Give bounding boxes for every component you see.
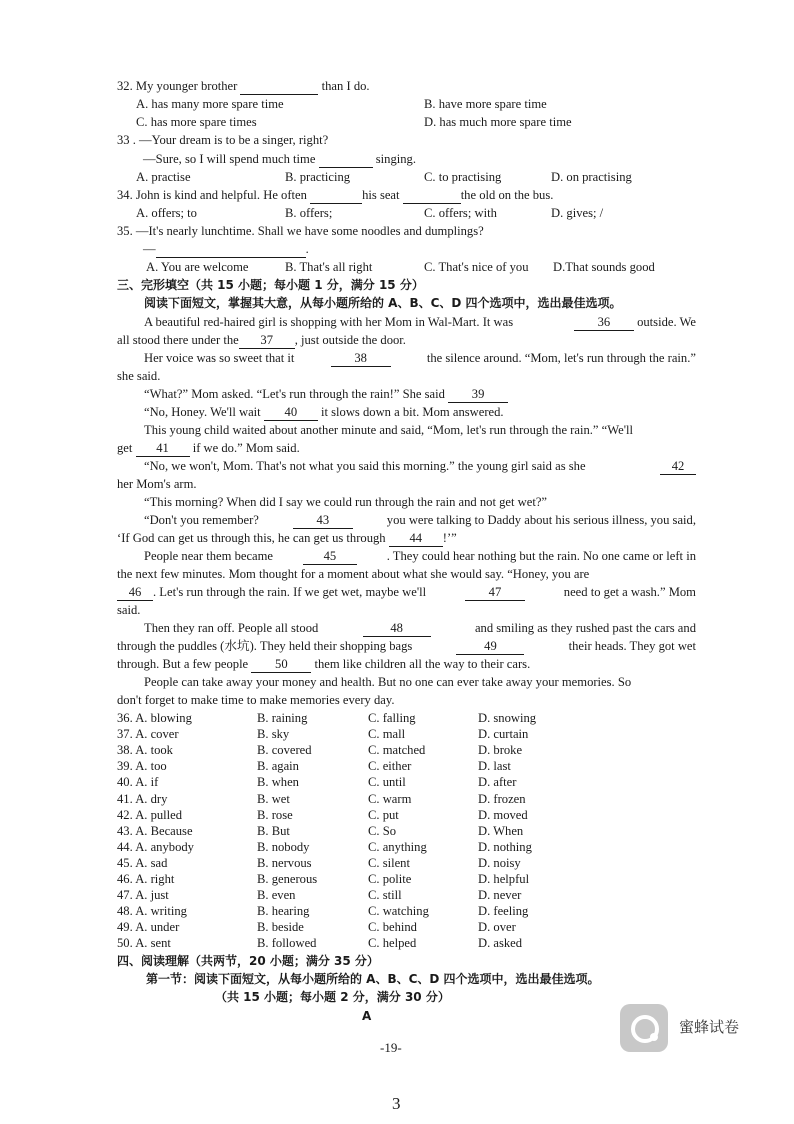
- text: “Don't you remember?: [144, 513, 259, 527]
- option-b: B. followed: [257, 936, 317, 951]
- blank-37: 37: [239, 332, 295, 349]
- option-c: C. behind: [368, 920, 417, 935]
- question-35-reply: [143, 241, 309, 258]
- passage-line: [117, 638, 696, 655]
- passage-line: This young child waited about another minute and said, “Mom, let's run through the rain.” “We'll: [144, 423, 633, 437]
- option-a: A. has many more spare time: [136, 97, 284, 111]
- section-heading-reading: 四、阅读理解（共两节，20 小题；满分 35 分）: [117, 954, 379, 968]
- option-d: D. on practising: [551, 170, 632, 184]
- option-c: C. either: [368, 759, 412, 774]
- option-a: 36. A. blowing: [117, 711, 192, 725]
- section-instruction: 阅读下面短文，掌握其大意，从每小题所给的 A、B、C、D 四个选项中，选出最佳选项。: [144, 296, 622, 310]
- blank-43: 43: [293, 512, 353, 529]
- option-a: A. practise: [136, 170, 191, 184]
- option-c: C. anything: [368, 839, 427, 854]
- option-a: 45. A. sad: [117, 855, 168, 870]
- blank-45: 45: [303, 548, 357, 565]
- text: through the puddles (水坑). They held their shopping bags: [117, 639, 413, 653]
- question-stem-end: singing.: [375, 152, 417, 166]
- passage-line: [117, 530, 457, 547]
- option-d: D. noisy: [478, 855, 521, 870]
- question-34: [117, 187, 553, 204]
- option-b: B. practicing: [285, 170, 351, 184]
- option-d: D. feeling: [478, 904, 529, 919]
- option-b: B. rose: [257, 807, 293, 822]
- text: . Let's run through the rain. If we get wet, maybe we'll: [153, 585, 427, 599]
- text: outside. We: [637, 315, 696, 329]
- option-b: B. wet: [257, 791, 290, 806]
- passage-line: People can take away your money and health. But no one can ever take away your memories. So: [144, 675, 632, 689]
- option-c: C. helped: [368, 936, 417, 951]
- option-b: B. generous: [257, 872, 318, 886]
- question-stem: 34. John is kind and helpful. He often: [117, 188, 307, 202]
- blank-36: 36: [574, 314, 634, 331]
- text: . They could hear nothing but the rain. No one came or left in: [386, 549, 696, 563]
- text: Her voice was so sweet that it: [144, 351, 295, 365]
- option-d: D.That sounds good: [553, 260, 655, 274]
- text: A beautiful red-haired girl is shopping with her Mom in Wal-Mart. It was: [144, 315, 514, 329]
- option-a: 48. A. writing: [117, 904, 187, 919]
- text: need to get a wash.” Mom: [563, 585, 696, 599]
- text: you were talking to Daddy about his serious illness, you said,: [386, 513, 696, 527]
- question-33-reply: [143, 151, 416, 168]
- text: and smiling as they rushed past the cars and: [474, 621, 696, 635]
- passage-line: [144, 386, 508, 403]
- option-b: B. hearing: [257, 904, 310, 919]
- option-a: 44. A. anybody: [117, 839, 194, 854]
- option-d: D. helpful: [478, 872, 530, 886]
- passage-letter: A: [362, 1009, 372, 1023]
- text: !’”: [442, 531, 457, 545]
- option-c: C. falling: [368, 711, 416, 725]
- text: the silence around. “Mom, let's run through the rain.”: [426, 351, 696, 365]
- text: it slows down a bit. Mom answered.: [320, 405, 504, 419]
- text: Then they ran off. People all stood: [144, 621, 319, 635]
- option-a: 50. A. sent: [117, 936, 171, 951]
- option-d: D. moved: [478, 807, 528, 822]
- option-b: B. offers;: [285, 206, 333, 220]
- option-d: D. When: [478, 823, 524, 838]
- option-d: D. never: [478, 888, 522, 903]
- option-d: D. last: [478, 759, 511, 774]
- option-d: D. asked: [478, 936, 523, 951]
- page-mark: -19-: [380, 1040, 402, 1055]
- option-c: C. warm: [368, 791, 412, 806]
- text: ‘If God can get us through this, he can get us through: [117, 531, 386, 545]
- option-a: 41. A. dry: [117, 791, 168, 806]
- option-d: D. has much more spare time: [424, 115, 572, 129]
- passage-line: [144, 314, 696, 331]
- blank-49: 49: [456, 638, 524, 655]
- blank-41: 41: [136, 440, 190, 457]
- passage-line: she said.: [117, 369, 161, 383]
- answer-blank: [319, 151, 373, 168]
- option-a: 42. A. pulled: [117, 807, 183, 822]
- option-b: B. But: [257, 823, 290, 838]
- section-heading-cloze: 三、完形填空（共 15 小题；每小题 1 分，满分 15 分）: [117, 278, 424, 292]
- brand-name: 蜜蜂试卷: [679, 1018, 740, 1036]
- text: all stood there under the: [117, 333, 239, 347]
- bee-exam-logo-icon: [620, 1004, 668, 1052]
- option-d: D. gives; /: [551, 206, 604, 220]
- page-number: 3: [392, 1094, 401, 1113]
- blank-48: 48: [363, 620, 431, 637]
- option-d: D. over: [478, 920, 516, 935]
- text: them like children all the way to their cars.: [314, 657, 531, 671]
- option-b: B. even: [257, 888, 296, 903]
- passage-line: [144, 458, 696, 475]
- option-b: B. nobody: [257, 839, 310, 854]
- passage-line: [144, 620, 696, 637]
- text: get: [117, 441, 133, 455]
- option-b: B. raining: [257, 711, 308, 725]
- option-d: D. after: [478, 775, 517, 790]
- blank-44: 44: [389, 530, 443, 547]
- question-stem: —Sure, so I will spend much time: [143, 152, 316, 166]
- option-a: 49. A. under: [117, 920, 180, 935]
- option-a: 40. A. if: [117, 775, 159, 790]
- option-a: 39. A. too: [117, 759, 167, 774]
- option-c: C. until: [368, 775, 406, 790]
- text: their heads. They got wet: [568, 639, 696, 653]
- option-d: D. broke: [478, 743, 523, 758]
- option-a: A. offers; to: [136, 206, 197, 220]
- passage-line: [144, 350, 696, 367]
- period: .: [305, 242, 309, 256]
- passage-line: “This morning? When did I say we could run through the rain and not get wet?”: [144, 495, 548, 509]
- option-c: C. mall: [368, 727, 406, 742]
- option-a: 46. A. right: [117, 872, 175, 886]
- option-c: C. has more spare times: [136, 115, 257, 129]
- option-c: C. still: [368, 888, 402, 903]
- passage-line: [117, 440, 300, 457]
- answer-blank: [156, 241, 306, 258]
- passage-line: said.: [117, 603, 141, 617]
- option-a: 47. A. just: [117, 888, 169, 903]
- option-d: D. curtain: [478, 727, 529, 742]
- option-c: C. polite: [368, 872, 412, 886]
- dash: —: [143, 242, 156, 256]
- passage-line: [117, 332, 406, 349]
- answer-blank: [310, 187, 362, 204]
- option-c: C. That's nice of you: [424, 260, 529, 274]
- passage-line: her Mom's arm.: [117, 477, 197, 491]
- text: “No, Honey. We'll wait: [144, 405, 261, 419]
- question-33: 33 . —Your dream is to be a singer, right?: [117, 133, 329, 147]
- answer-blank: [240, 78, 318, 95]
- option-b: B. That's all right: [285, 260, 373, 274]
- question-stem: 32. My younger brother: [117, 79, 238, 93]
- blank-46: 46: [117, 584, 153, 601]
- passage-line: the next few minutes. Mom thought for a moment about what she would say. “Honey, you are: [117, 567, 590, 581]
- option-b: B. again: [257, 759, 299, 774]
- section-part1-instruction: 第一节：阅读下面短文，从每小题所给的 A、B、C、D 四个选项中，选出最佳选项。: [146, 972, 600, 986]
- option-b: B. nervous: [257, 855, 312, 870]
- option-d: D. snowing: [478, 711, 537, 725]
- blank-42: 42: [660, 458, 696, 475]
- passage-line: [144, 548, 696, 565]
- logo-dot: [650, 1033, 658, 1041]
- option-b: B. covered: [257, 743, 312, 758]
- option-c: C. silent: [368, 855, 410, 870]
- option-b: B. sky: [257, 727, 290, 742]
- option-d: D. nothing: [478, 839, 532, 854]
- option-b: B. have more spare time: [424, 97, 547, 111]
- blank-50: 50: [251, 656, 311, 673]
- blank-39: 39: [448, 386, 508, 403]
- text: People near them became: [144, 549, 274, 563]
- blank-47: 47: [465, 584, 525, 601]
- option-b: B. when: [257, 775, 299, 790]
- option-a: 38. A. took: [117, 743, 173, 758]
- option-c: C. offers; with: [424, 206, 497, 220]
- passage-line: don't forget to make time to make memories every day.: [117, 693, 395, 707]
- question-stem-end: the old on the bus.: [460, 188, 554, 202]
- text: “No, we won't, Mom. That's not what you said this morning.” the young girl said as she: [144, 459, 586, 473]
- question-35: 35. —It's nearly lunchtime. Shall we have some noodles and dumplings?: [117, 224, 484, 238]
- question-32: [117, 78, 370, 95]
- option-b: B. beside: [257, 920, 304, 935]
- option-a: A. You are welcome: [146, 260, 249, 274]
- blank-40: 40: [264, 404, 318, 421]
- question-stem-mid: his seat: [362, 188, 400, 202]
- option-c: C. to practising: [424, 170, 502, 184]
- passage-line: [117, 656, 530, 673]
- blank-38: 38: [331, 350, 391, 367]
- option-a: 37. A. cover: [117, 727, 179, 742]
- question-stem-end: than I do.: [321, 79, 370, 93]
- passage-line: [144, 512, 696, 529]
- text: “What?” Mom asked. “Let's run through the rain!” She said: [144, 387, 445, 401]
- option-c: C. put: [368, 807, 399, 822]
- option-c: C. watching: [368, 904, 429, 919]
- option-d: D. frozen: [478, 791, 526, 806]
- text: if we do.” Mom said.: [192, 441, 300, 455]
- passage-line: [144, 404, 504, 421]
- answer-blank: [403, 187, 461, 204]
- option-c: C. matched: [368, 743, 426, 758]
- text: , just outside the door.: [294, 333, 406, 347]
- passage-line: [117, 584, 696, 601]
- section-part1-scoring: （共 15 小题；每小题 2 分，满分 30 分）: [215, 990, 450, 1004]
- text: through. But a few people: [117, 657, 249, 671]
- option-a: 43. A. Because: [117, 823, 193, 838]
- option-c: C. So: [368, 823, 396, 838]
